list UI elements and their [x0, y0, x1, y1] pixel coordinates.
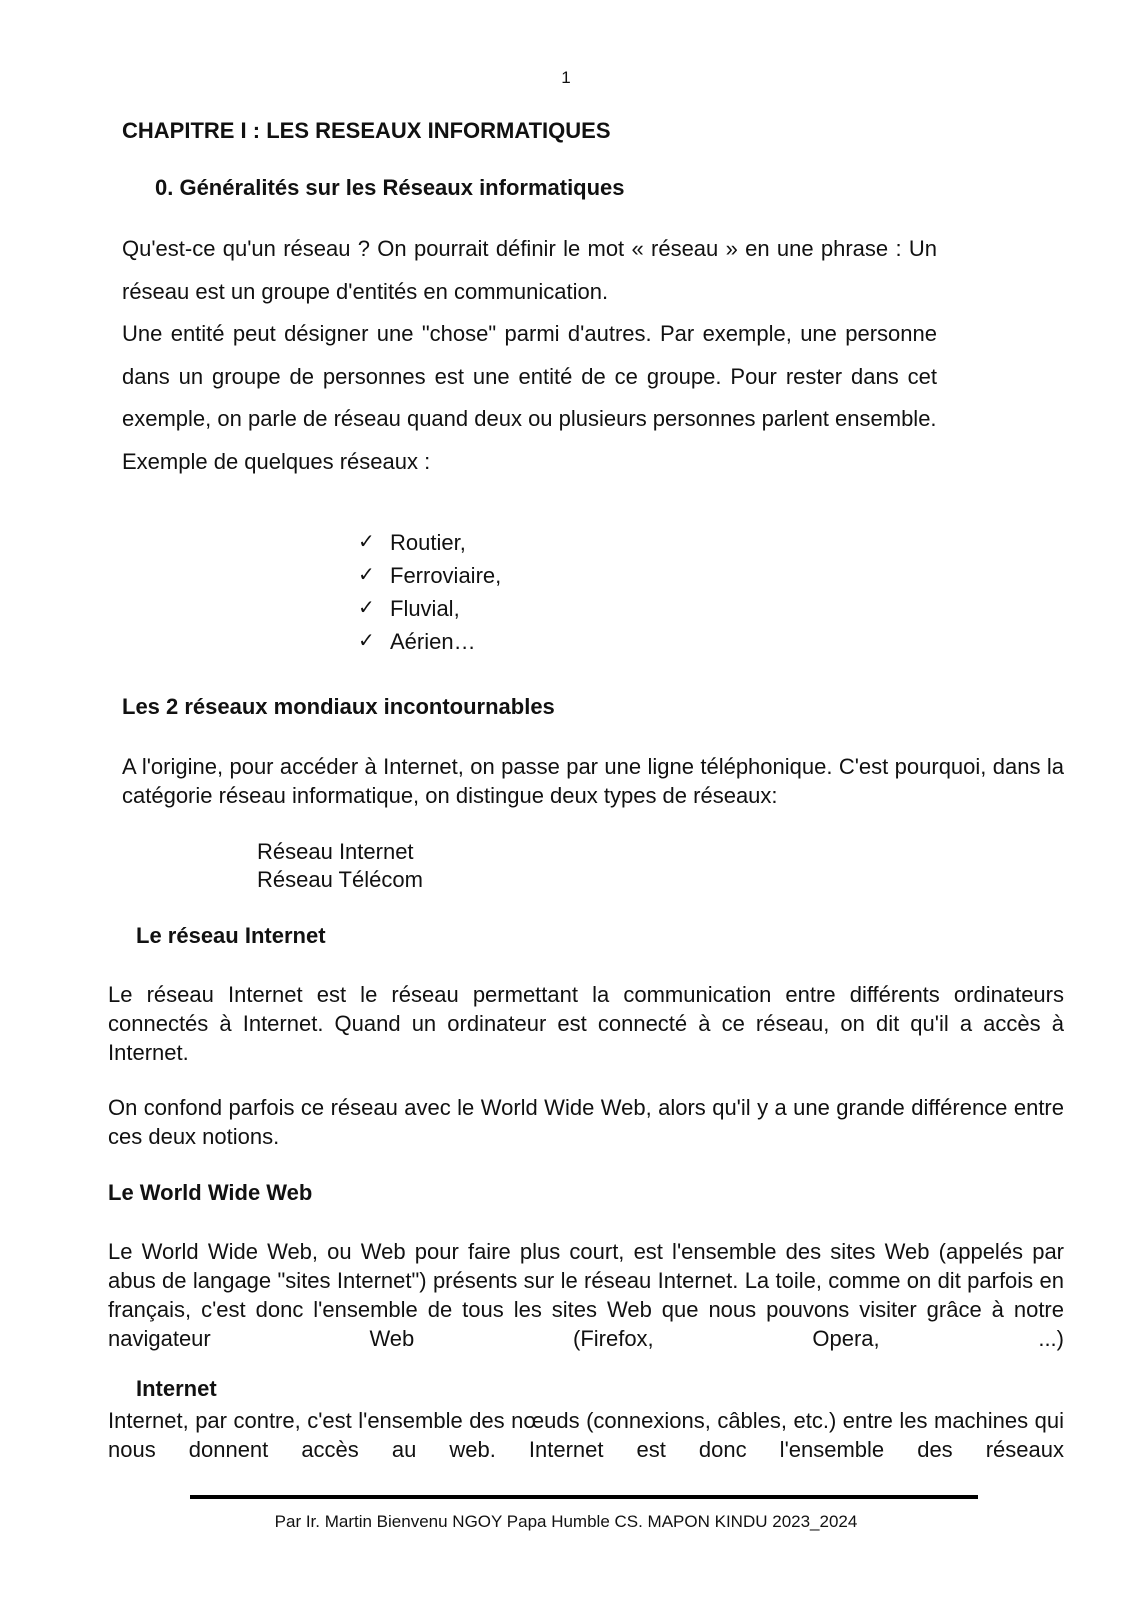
- examples-list: [358, 526, 501, 658]
- paragraph-confond: On confond parfois ce réseau avec le World Wide Web, alors qu'il y a une grande différence entre ces deux notions.: [108, 1095, 1064, 1149]
- heading-mondiaux: Les 2 réseaux mondiaux incontournables: [122, 694, 555, 719]
- intro-paragraph-entity: Une entité peut désigner une "chose" parmi d'autres. Par exemple, une personne dans un groupe de personnes est une entité de ce groupe. Pour rester dans cet exemple, on parle de réseau quand deux ou plusieurs personnes parlent ensemble.: [122, 321, 937, 431]
- footer-text: Par Ir. Martin Bienvenu NGOY Papa Humble CS. MAPON KINDU 2023_2024: [274, 1512, 858, 1531]
- list-item-label: Fluvial,: [390, 596, 460, 621]
- intro-block: [122, 228, 937, 483]
- list-item: [358, 559, 501, 592]
- list-item-label: Aérien…: [390, 629, 476, 654]
- chapter-title: CHAPITRE I : LES RESEAUX INFORMATIQUES: [122, 118, 611, 143]
- section-title: 0. Généralités sur les Réseaux informatiques: [155, 175, 625, 200]
- checkmark-icon: ✓: [358, 531, 375, 553]
- checkmark-icon: ✓: [358, 597, 375, 619]
- checkmark-icon: ✓: [358, 630, 375, 652]
- heading-www: Le World Wide Web: [108, 1180, 313, 1205]
- list-item-label: Ferroviaire,: [390, 563, 502, 588]
- list-item: [358, 592, 501, 625]
- paragraph-reseau-internet: Le réseau Internet est le réseau permettant la communication entre différents ordinateurs connectés à Internet. Quand un ordinateur est connecté à ce réseau, on dit qu'il a accès à Internet.: [108, 982, 1064, 1065]
- list-item: [358, 625, 501, 658]
- network-type-item: Réseau Télécom: [257, 867, 423, 892]
- paragraph-www: Le World Wide Web, ou Web pour faire plus court, est l'ensemble des sites Web (appelés par abus de langage "sites Internet") présents sur le réseau Internet. La toile, comme on dit parfois en français, c'est donc l'ensemble de tous les sites Web que nous pouvons visiter grâce à notre navigateur Web (Firefox, Opera, ...): [108, 1239, 1064, 1351]
- list-item-label: Routier,: [390, 530, 466, 555]
- paragraph-internet: Internet, par contre, c'est l'ensemble des nœuds (connexions, câbles, etc.) entre les machines qui nous donnent accès au web. Internet est donc l'ensemble des réseaux: [108, 1408, 1064, 1462]
- paragraph-origine: A l'origine, pour accéder à Internet, on passe par une ligne téléphonique. C'est pourquoi, dans la catégorie réseau informatique, on distingue deux types de réseaux:: [122, 754, 1064, 808]
- network-type-item: Réseau Internet: [257, 839, 414, 864]
- checkmark-icon: ✓: [358, 564, 375, 586]
- heading-internet: Internet: [136, 1376, 217, 1401]
- footer-divider: [190, 1495, 978, 1499]
- page-number: 1: [561, 68, 571, 87]
- intro-paragraph-definition: Qu'est-ce qu'un réseau ? On pourrait définir le mot « réseau » en une phrase : Un réseau est un groupe d'entités en communication.: [122, 236, 937, 304]
- network-types-list: [257, 838, 423, 894]
- intro-paragraph-examples-lead: Exemple de quelques réseaux :: [122, 448, 431, 474]
- list-item: [358, 526, 501, 559]
- heading-reseau-internet: Le réseau Internet: [136, 923, 326, 948]
